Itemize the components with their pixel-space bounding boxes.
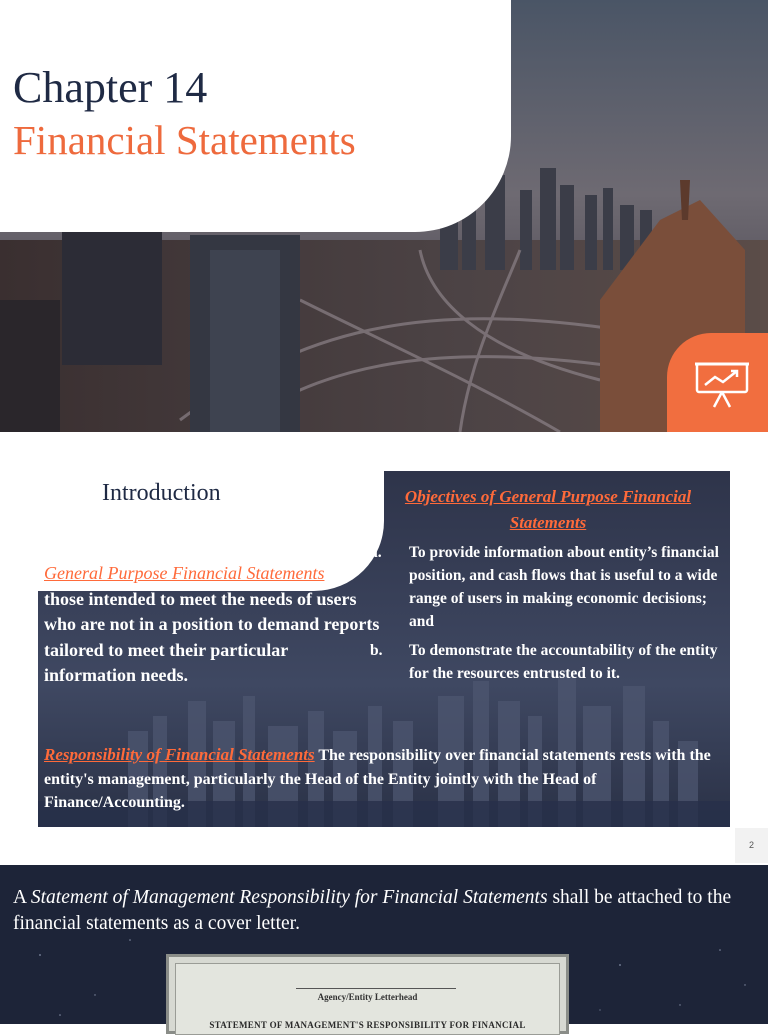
title-slide (0, 0, 768, 432)
presentation-chart-icon (694, 361, 750, 409)
responsibility-term: Responsibility of Financial Statements (44, 745, 315, 764)
statement-suffix: shall be attached to the financial statements as a cover letter. (13, 887, 732, 934)
objective-text: To demonstrate the accountability of the entity for the resources entrusted to it. (409, 642, 718, 682)
letterhead-rule (296, 988, 456, 989)
responsibility-paragraph (44, 743, 730, 815)
management-responsibility-slide (0, 865, 768, 1030)
objective-text: To provide information about entity’s financial position, and cash flows that is useful to a wide range of users in making economic decisions; and (409, 544, 719, 630)
objective-item (370, 541, 730, 633)
statement-title: Statement of Management Responsibility for Financial Statements (30, 887, 548, 908)
letter-scan-image (166, 954, 569, 1034)
responsibility-text: The responsibility over financial statements rests with the entity's management, particularly the Head of the Entity jointly with the Head of Finance/Accounting. (44, 747, 711, 811)
introduction-heading: Introduction (102, 480, 221, 506)
statement-paragraph (13, 885, 753, 937)
letterhead-text: Agency/Entity Letterhead (317, 992, 418, 1002)
objective-letter: a. (370, 544, 382, 561)
objective-item (370, 639, 730, 709)
objective-letter: b. (370, 642, 383, 659)
general-purpose-text: are those intended to meet the needs of users who are not in a position to demand reports tailored to meet their particular information needs. (44, 563, 380, 686)
title-card (0, 0, 511, 232)
general-purpose-term: General Purpose Financial Statements (44, 563, 325, 583)
presentation-badge (667, 333, 768, 432)
letter-page (175, 963, 560, 1035)
introduction-slide (0, 432, 768, 865)
page-number: 2 (735, 828, 768, 863)
letter-heading: STATEMENT OF MANAGEMENT'S RESPONSIBILITY FOR FINANCIAL (209, 1020, 526, 1030)
chapter-title: Chapter 14 (13, 63, 208, 112)
statement-prefix: A (13, 887, 31, 908)
general-purpose-definition (44, 561, 384, 689)
chapter-subtitle: Financial Statements (13, 117, 356, 163)
objectives-heading: Objectives of General Purpose Financial Statements (404, 487, 692, 532)
